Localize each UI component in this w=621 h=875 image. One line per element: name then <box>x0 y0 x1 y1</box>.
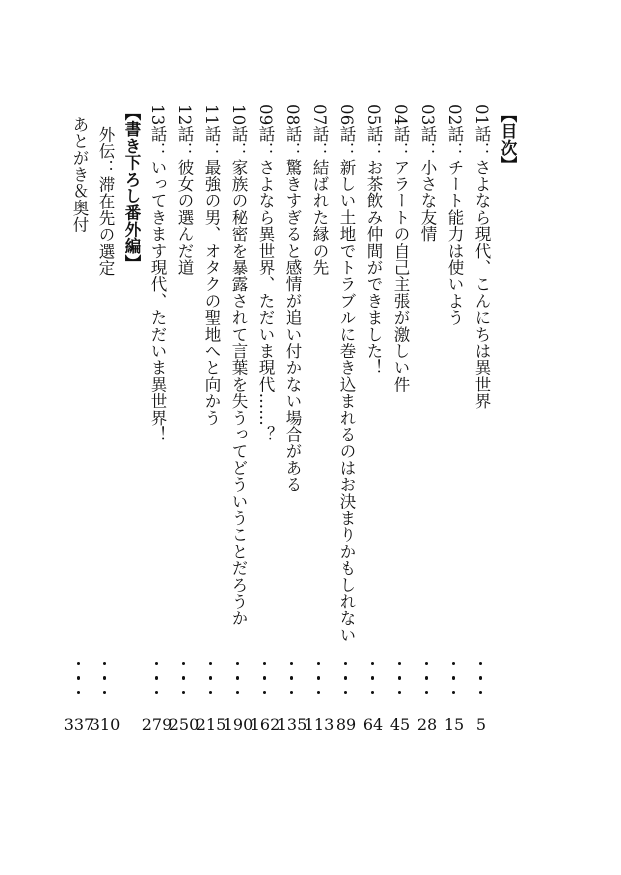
toc-title-column <box>496 104 518 844</box>
toc-entry-page: 337 <box>63 715 95 734</box>
toc-entry[interactable] <box>470 104 492 844</box>
toc-entry-label: 04話：アラートの自己主張が激しい件 <box>391 104 410 393</box>
dot-leader <box>452 662 456 710</box>
toc-entry-label: 01話：さよなら現代、こんにちは異世界 <box>472 104 491 410</box>
dot-leader <box>344 662 348 710</box>
dot-leader <box>103 662 107 710</box>
toc-entry[interactable] <box>303 104 335 844</box>
dot-leader <box>155 662 159 710</box>
toc-entry-label: 13話：いってきます現代、ただいま異世界！ <box>148 104 167 443</box>
toc-entry[interactable] <box>63 104 95 844</box>
toc-entry[interactable] <box>362 104 384 844</box>
toc-entry-page: 15 <box>443 715 465 734</box>
dot-leader <box>425 662 429 710</box>
toc-entry-label: 外伝：滞在先の選定 <box>96 126 115 277</box>
toc-entry-label: 02話：チート能力は使いよう <box>445 104 464 326</box>
dot-leader <box>398 662 402 710</box>
toc-entry-label: 10話：家族の秘密を暴露されて言葉を失うってどういうことだろうか <box>229 104 248 627</box>
extra-section-heading: 【書き下ろし番外編】 <box>122 104 141 271</box>
toc-entry-page: 28 <box>416 715 438 734</box>
toc-entry-label: 03話：小さな友情 <box>418 104 437 243</box>
toc-entry-page: 250 <box>168 715 200 734</box>
toc-entry[interactable] <box>141 104 173 844</box>
toc-entry[interactable] <box>89 104 121 844</box>
toc-entry-page: 190 <box>222 715 254 734</box>
dot-leader <box>317 662 321 710</box>
toc-entry-label: 06話：新しい土地でトラブルに巻き込まれるのはお決まりかもしれない <box>337 104 356 644</box>
dot-leader <box>182 662 186 710</box>
toc-entry-page: 162 <box>249 715 281 734</box>
dot-leader <box>479 662 483 710</box>
dot-leader <box>236 662 240 710</box>
dot-leader <box>290 662 294 710</box>
toc-entry[interactable] <box>195 104 227 844</box>
toc-entry-label: 09話：さよなら異世界、ただいま現代……？ <box>256 104 275 443</box>
toc-entry-page: 279 <box>141 715 173 734</box>
toc-entry-page: 215 <box>195 715 227 734</box>
dot-leader <box>371 662 375 710</box>
toc-entry-page: 89 <box>335 715 357 734</box>
toc-entry[interactable] <box>168 104 200 844</box>
toc-entry[interactable] <box>335 104 357 844</box>
toc-entry-page: 5 <box>475 715 487 734</box>
toc-entry-label: 05話：お茶飲み仲間ができました！ <box>364 104 383 376</box>
toc-entry-page: 310 <box>89 715 121 734</box>
dot-leader <box>209 662 213 710</box>
toc-entry[interactable] <box>443 104 465 844</box>
toc-entry-label: 07話：結ばれた縁の先 <box>310 104 329 276</box>
toc-entry-page: 64 <box>362 715 384 734</box>
toc-entry-page: 45 <box>389 715 411 734</box>
toc-entry-page: 135 <box>276 715 308 734</box>
toc-title: 【目次】 <box>498 106 517 173</box>
toc-entry-label: 11話：最強の男、オタクの聖地へと向かう <box>202 104 221 426</box>
toc-entry-label: 08話：驚きすぎると感情が追い付かない場合がある <box>283 104 302 493</box>
dot-leader <box>263 662 267 710</box>
toc-entry-label: 12話：彼女の選んだ道 <box>175 104 194 276</box>
toc-entry[interactable] <box>389 104 411 844</box>
toc-entry[interactable] <box>276 104 308 844</box>
extra-heading-column <box>120 104 142 844</box>
toc-entry[interactable] <box>222 104 254 844</box>
toc-entry[interactable] <box>416 104 438 844</box>
dot-leader <box>77 662 81 710</box>
toc-entry-label: あとがき＆奥付 <box>70 116 89 233</box>
toc-entry-page: 113 <box>303 715 335 734</box>
toc-entry[interactable] <box>249 104 281 844</box>
